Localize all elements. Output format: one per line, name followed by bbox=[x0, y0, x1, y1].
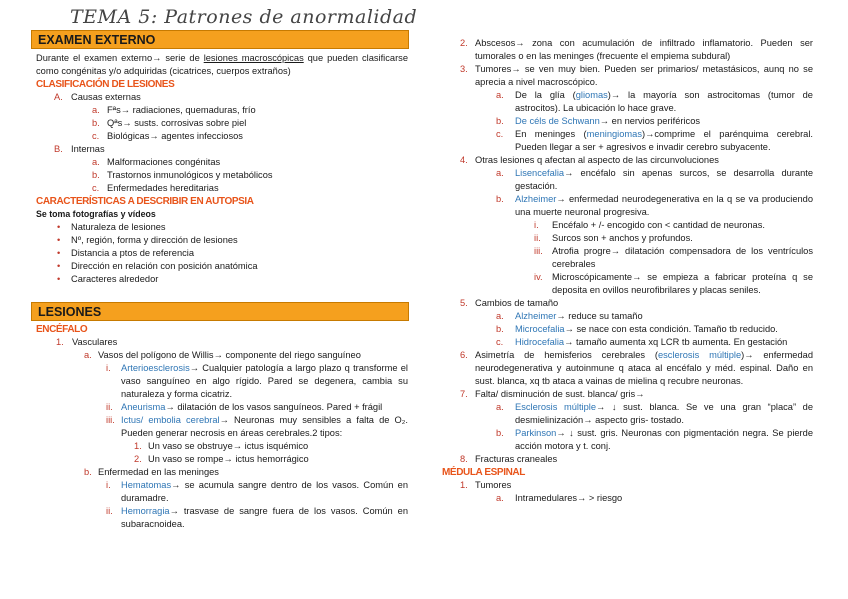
list-item: ii. Surcos son + anchos y profundos. bbox=[534, 233, 693, 243]
medula-heading: MÉDULA ESPINAL bbox=[442, 467, 525, 478]
list-item: a. Lisencefalia→ encéfalo sin apenas surcos, se desarrolla durante gestación. bbox=[496, 168, 813, 191]
list-item: i. Hematomas→ se acumula sangre dentro de los vasos. Común en duramadre. bbox=[106, 480, 408, 503]
list-item: ii. Aneurisma→ dilatación de los vasos sanguíneos. Pared + frágil bbox=[106, 402, 383, 412]
list-item: 3. Tumores→ se ven muy bien. Pueden ser primarios/ metastásicos, aunq no se aprecia a nivel macroscópico. bbox=[460, 64, 813, 87]
list-item: iv. Microscópicamente→ se empieza a fabricar proteína q se deposita en ovillos neurofibrilares y placas seniles. bbox=[534, 272, 813, 295]
list-item: 2. Abscesos→ zona con acumulación de infiltrado inflamatorio. Pueden ser tumorales o en las meninges (frecuente el empiema subdural) bbox=[460, 38, 813, 61]
page-title: TEMA 5: Patrones de anormalidad bbox=[70, 6, 418, 28]
examen-intro: Durante el examen externo→ serie de lesiones macroscópicas que pueden clasificarse como congénitas y/o adquiridas (cicatrices, cuerpos extraños) bbox=[36, 53, 408, 76]
list-item: 5. Cambios de tamaño bbox=[460, 298, 559, 308]
clasificacion-heading: CLASIFICACIÓN DE LESIONES bbox=[36, 79, 175, 90]
list-item: b. De céls de Schwann→ en nervios periféricos bbox=[496, 116, 701, 126]
fotos-line: Se toma fotografías y vídeos bbox=[36, 209, 156, 219]
list-item: c. En meninges (meningiomas)→comprime el parénquima cerebral. Pueden llegar a ser + agresivos e invadir cerebro subyacente. bbox=[496, 129, 813, 152]
list-item: 8. Fracturas craneales bbox=[460, 454, 558, 464]
list-item: a. Intramedulares→ > riesgo bbox=[496, 493, 623, 503]
right-column bbox=[442, 37, 813, 505]
list-item: c. Enfermedades hereditarias bbox=[92, 183, 219, 193]
lesiones-header: LESIONES bbox=[31, 302, 409, 321]
list-item: 6. Asimetría de hemisferios cerebrales (esclerosis múltiple)→ enfermedad neurodegenerativa y autoinmune q ataca al encéfalo y méd. espinal. Daño en sust. blanca, xq tb ataca a vainas de mielina q recubre neuronas. bbox=[460, 350, 813, 386]
list-item: a. Esclerosis múltiple→ ↓ sust. blanca. Se ve una gran “placa” de desmielinización→ aspecto gris- tostado. bbox=[496, 402, 813, 425]
list-item: a. Alzheimer→ reduce su tamaño bbox=[496, 311, 643, 321]
list-item: A. Causas externas bbox=[54, 92, 141, 102]
encefalo-heading: ENCÉFALO bbox=[36, 324, 88, 335]
bullet-item: • Caracteres alrededor bbox=[57, 274, 159, 284]
list-item: iii. Ictus/ embolia cerebral→ Neuronas muy sensibles a falta de O₂. Pueden generar necrosis en áreas cerebrales.2 tipos: bbox=[106, 415, 408, 438]
left-column-bottom bbox=[36, 323, 408, 531]
list-item: b. Enfermedad en las meninges bbox=[84, 467, 219, 477]
list-item: iii. Atrofia progre→ dilatación compensadora de los ventrículos cerebrales bbox=[534, 246, 813, 269]
examen-externo-header: EXAMEN EXTERNO bbox=[31, 30, 409, 49]
list-item: a. De la glía (gliomas)→ la mayoría son astrocitomas (tumor de astrocitos). La ubicación lo hace grave. bbox=[496, 90, 813, 113]
list-item: a. Fªs→ radiaciones, quemaduras, frío bbox=[92, 105, 256, 115]
list-item: b. Qªs→ susts. corrosivas sobre piel bbox=[92, 118, 247, 128]
list-item: 7. Falta/ disminución de sust. blanca/ gris→ bbox=[460, 389, 645, 399]
list-item: b. Alzheimer→ enfermedad neurodegenerativa en la q se va produciendo una muerte neuronal progresiva. bbox=[496, 194, 813, 217]
list-item: b. Parkinson→ ↓ sust. gris. Neuronas con pigmentación negra. Se pierde acción motora y t. conj. bbox=[496, 428, 813, 451]
list-item: a. Vasos del polígono de Willis→ componente del riego sanguíneo bbox=[84, 350, 361, 360]
list-item: B. Internas bbox=[54, 144, 105, 154]
bullet-item: • Distancia a ptos de referencia bbox=[57, 248, 194, 258]
bullet-item: • Naturaleza de lesiones bbox=[57, 222, 166, 232]
list-item: 1. Tumores bbox=[460, 480, 512, 490]
list-item: a. Malformaciones congénitas bbox=[92, 157, 221, 167]
list-item: c. Hidrocefalia→ tamaño aumenta xq LCR tb aumenta. En gestación bbox=[496, 337, 788, 347]
list-item: b. Trastornos inmunológicos y metabólicos bbox=[92, 170, 273, 180]
list-item: b. Microcefalia→ se nace con esta condición. Tamaño tb reducido. bbox=[496, 324, 778, 334]
bullet-item: • Dirección en relación con posición anatómica bbox=[57, 261, 258, 271]
list-item: 4. Otras lesiones q afectan al aspecto de las circunvoluciones bbox=[460, 155, 719, 165]
bullet-item: • Nº, región, forma y dirección de lesiones bbox=[57, 235, 238, 245]
list-item: 2. Un vaso se rompe→ ictus hemorrágico bbox=[134, 454, 309, 464]
list-item: i. Encéfalo + /- encogido con < cantidad de neuronas. bbox=[534, 220, 765, 230]
left-column-top bbox=[36, 52, 408, 286]
list-item: ii. Hemorragia→ trasvase de sangre fuera de los vasos. Común en subaracnoidea. bbox=[106, 506, 408, 529]
caracteristicas-heading: CARACTERÍSTICAS A DESCRIBIR EN AUTOPSIA bbox=[36, 196, 254, 207]
list-item: c. Biológicas→ agentes infecciosos bbox=[92, 131, 243, 141]
list-item: 1. Un vaso se obstruye→ ictus isquémico bbox=[134, 441, 309, 451]
list-item: 1. Vasculares bbox=[56, 337, 118, 347]
list-item: i. Arterioesclerosis→ Cualquier patología a largo plazo q transforme el vaso sanguíneo en algo rígido. Pared se degenera, cambia su naturaleza y forma cicatriz. bbox=[106, 363, 408, 399]
